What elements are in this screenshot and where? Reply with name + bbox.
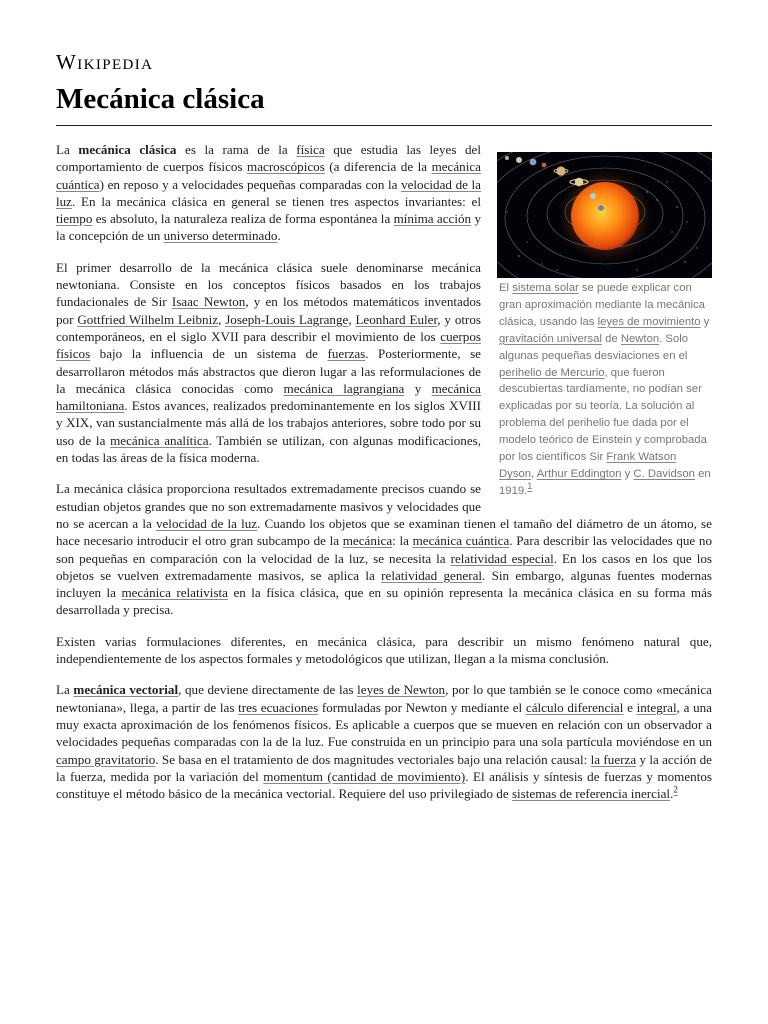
text: que estudia las leyes del comportamiento de cuerpos físicos	[56, 142, 481, 175]
text: es absoluto, la naturaleza realiza de forma espontánea la	[92, 211, 394, 227]
page-title: Mecánica clásica	[56, 83, 265, 115]
text: La	[56, 142, 79, 157]
link-mecanica-analitica[interactable]: mecánica analítica	[110, 432, 209, 448]
text: , y otros contemporáneos, en el siglo XVII para describir el movimiento de los	[56, 311, 482, 344]
link-isaac-newton[interactable]: Isaac Newton	[171, 294, 246, 310]
text: . Posteriormente, se desarrollaron métodos más abstractos que dieron lugar a las reformulaciones de la mecánica clásica conocidas como	[56, 346, 481, 396]
text: y la acción de la fuerza, medida por la variación del	[56, 751, 712, 784]
text: . Para describir las velocidades que no son pequeñas en comparación con la velocidad de la luz, se necesita la	[56, 533, 712, 566]
paragraph-formulations: Existen varias formulaciones diferentes, en mecánica clásica, para describir un mismo fenómeno natural que, independientemente de los aspectos formales y metodológicos que utilizan, llegan a la misma conclusión.	[56, 633, 712, 667]
paragraph-scope	[56, 480, 712, 618]
text: El primer desarrollo de la mecánica clásica suele denominarse mecánica newtoniana. Consiste en los conceptos físicos basados en los trabajos fundacionales de Sir	[56, 259, 481, 310]
text: . Sin embargo, algunas fuentes modernas incluyen la	[56, 567, 712, 601]
image-caption	[497, 278, 712, 500]
caption-text: El	[499, 282, 513, 294]
link-mecanica-cuantica[interactable]: mecánica cuántica	[56, 159, 481, 192]
link-mecanica-relativista[interactable]: mecánica relativista	[121, 585, 228, 601]
link-minima-accion[interactable]: mínima acción	[393, 211, 472, 227]
link-gravitacion-universal[interactable]: gravitación universal	[499, 332, 602, 345]
link-campo-gravitatorio[interactable]: campo gravitatorio	[56, 751, 156, 767]
link-newton[interactable]: Newton	[620, 332, 660, 345]
link-lagrange[interactable]: Joseph-Louis Lagrange	[225, 311, 349, 327]
link-c-davidson[interactable]: C. Davidson	[633, 467, 695, 480]
link-macroscopicos[interactable]: macroscópicos	[247, 159, 325, 175]
link-frank-watson-dyson[interactable]: Frank Watson Dyson	[499, 451, 677, 480]
reference-2[interactable]: 2	[673, 784, 678, 795]
caption-text: ,	[531, 467, 537, 480]
text: La mecánica clásica proporciona resultados extremadamente precisos cuando se estudian objetos grandes que no son extremadamente masivos y velocidades que no se acercan a la	[56, 481, 481, 531]
text: . Cuando los objetos que se examinan tienen el tamaño del diámetro de un átomo, se hace necesario introducir el otro gran subcampo de la	[56, 515, 712, 549]
link-mecanica-vectorial[interactable]: mecánica vectorial	[73, 682, 179, 698]
reference-1[interactable]: 1	[527, 481, 533, 492]
link-la-fuerza[interactable]: la fuerza	[590, 751, 637, 767]
link-sistemas-de-referencia-inercial[interactable]: sistemas de referencia inercial	[511, 786, 671, 802]
link-arthur-eddington[interactable]: Arthur Eddington	[536, 467, 622, 480]
text: e	[623, 699, 637, 715]
link-momentum[interactable]: momentum (cantidad de movimiento)	[263, 768, 466, 784]
text: ,	[218, 311, 226, 327]
link-leyes-de-newton[interactable]: leyes de Newton	[357, 682, 446, 698]
link-cuerpos-fisicos[interactable]: cuerpos físicos	[56, 328, 481, 362]
text: , que deviene directamente de las	[178, 682, 358, 698]
text: y	[404, 380, 432, 396]
text: en la física clásica, que en su opinión representa la mecánica clásica en su forma más desarrollada y precisa.	[56, 585, 713, 618]
caption-text: y	[700, 315, 710, 328]
text: . En la mecánica clásica en general se tienen tres aspectos invariantes: el	[72, 193, 481, 209]
link-universo-determinado[interactable]: universo determinado	[163, 228, 278, 244]
link-tiempo[interactable]: tiempo	[56, 211, 93, 227]
caption-text: y	[621, 467, 634, 480]
caption-text: se puede explicar con gran aproximación mediante la mecánica clásica, usando las	[499, 282, 705, 328]
link-calculo-diferencial[interactable]: cálculo diferencial	[525, 699, 624, 715]
link-leyes-de-movimiento[interactable]: leyes de movimiento	[597, 315, 701, 328]
text: . Se basa en el tratamiento de dos magnitudes vectoriales bajo una relación causal:	[155, 751, 591, 767]
link-tres-ecuaciones[interactable]: tres ecuaciones	[238, 699, 319, 715]
text: . En los casos en los que los objetos se vuelven extremadamente masivos, se aplica la	[56, 550, 713, 583]
link-mecanica-lagrangiana[interactable]: mecánica lagrangiana	[283, 380, 405, 396]
text: (a diferencia de la	[324, 159, 432, 175]
link-fuerzas[interactable]: fuerzas	[327, 346, 366, 362]
caption-text: de	[601, 332, 621, 345]
paragraph-vectorial	[56, 681, 712, 802]
text: . El análisis y síntesis de fuerzas y momentos constituye el método básico de la mecánica vectorial. Requiere del uso privilegiado de	[56, 768, 712, 802]
text: .	[277, 228, 281, 244]
text: . También se utilizan, con algunas modificaciones, en todas las áreas de la física moderna.	[56, 432, 481, 466]
caption-text: , que fueron descubiertas tardíamente, no podían ser explicadas por su teoría. La solución al problema del perihelio fue dada por el modelo teórico de Einstein y comprobada por los científicos Sir	[499, 366, 707, 464]
text: La	[56, 682, 74, 698]
link-sistema-solar[interactable]: sistema solar	[512, 282, 579, 294]
link-mecanica[interactable]: mecánica	[342, 533, 393, 549]
link-perihelio-de-mercurio[interactable]: perihelio de Mercurio	[499, 366, 605, 379]
text: : la	[392, 533, 413, 549]
link-fisica[interactable]: física	[296, 142, 325, 157]
caption-text: . Solo algunas pequeñas desviaciones en el	[499, 332, 689, 362]
text: bajo la influencia de un sistema de	[90, 346, 328, 362]
text: ,	[348, 311, 356, 327]
text: formuladas por Newton y mediante el	[318, 699, 526, 715]
infobox	[497, 152, 712, 500]
link-relatividad-especial[interactable]: relatividad especial	[450, 550, 554, 566]
text: ) en reposo y a velocidades pequeñas comparadas con la	[99, 176, 402, 192]
link-relatividad-general[interactable]: relatividad general	[381, 567, 483, 583]
text: .	[670, 786, 674, 802]
link-mecanica-hamiltoniana[interactable]: mecánica hamiltoniana	[56, 380, 481, 414]
article-body	[56, 141, 712, 816]
caption-text: en 1919.	[499, 467, 711, 497]
link-integral[interactable]: integral	[636, 699, 677, 715]
bold-term: mecánica clásica	[78, 142, 177, 157]
text: , por lo que también se le conoce como «mecánica newtoniana», llega, a partir de las	[56, 682, 712, 715]
link-mecanica-cuantica[interactable]: mecánica cuántica	[412, 533, 510, 549]
link-velocidad-de-la-luz[interactable]: velocidad de la luz	[155, 515, 258, 531]
title-divider	[56, 125, 712, 126]
link-euler[interactable]: Leonhard Euler	[355, 311, 438, 327]
text: . Estos avances, realizados predominantemente en los siglos XVIII y XIX, van sustancialmente más allá de los trabajos anteriores, sobre todo por su uso de la	[56, 398, 481, 448]
solar-system-image[interactable]	[497, 152, 712, 278]
text: es la rama de la	[176, 142, 297, 157]
text: , a una muy exacta aproximación de los fenómenos físicos. Es aplicable a cuerpos que se mueven en relación con un observador a velocidades pequeñas comparadas con la de la luz. Fue construida en un principio para una sola partícula moviéndose en un	[56, 699, 712, 750]
link-velocidad-de-la-luz[interactable]: velocidad de la luz	[56, 176, 481, 209]
link-leibniz[interactable]: Gottfried Wilhelm Leibniz	[77, 311, 219, 327]
text: , y en los métodos matemáticos inventados por	[56, 294, 482, 327]
text: y la concepción de un	[56, 211, 481, 244]
wikipedia-wordmark[interactable]: Wikipedia	[56, 50, 154, 74]
